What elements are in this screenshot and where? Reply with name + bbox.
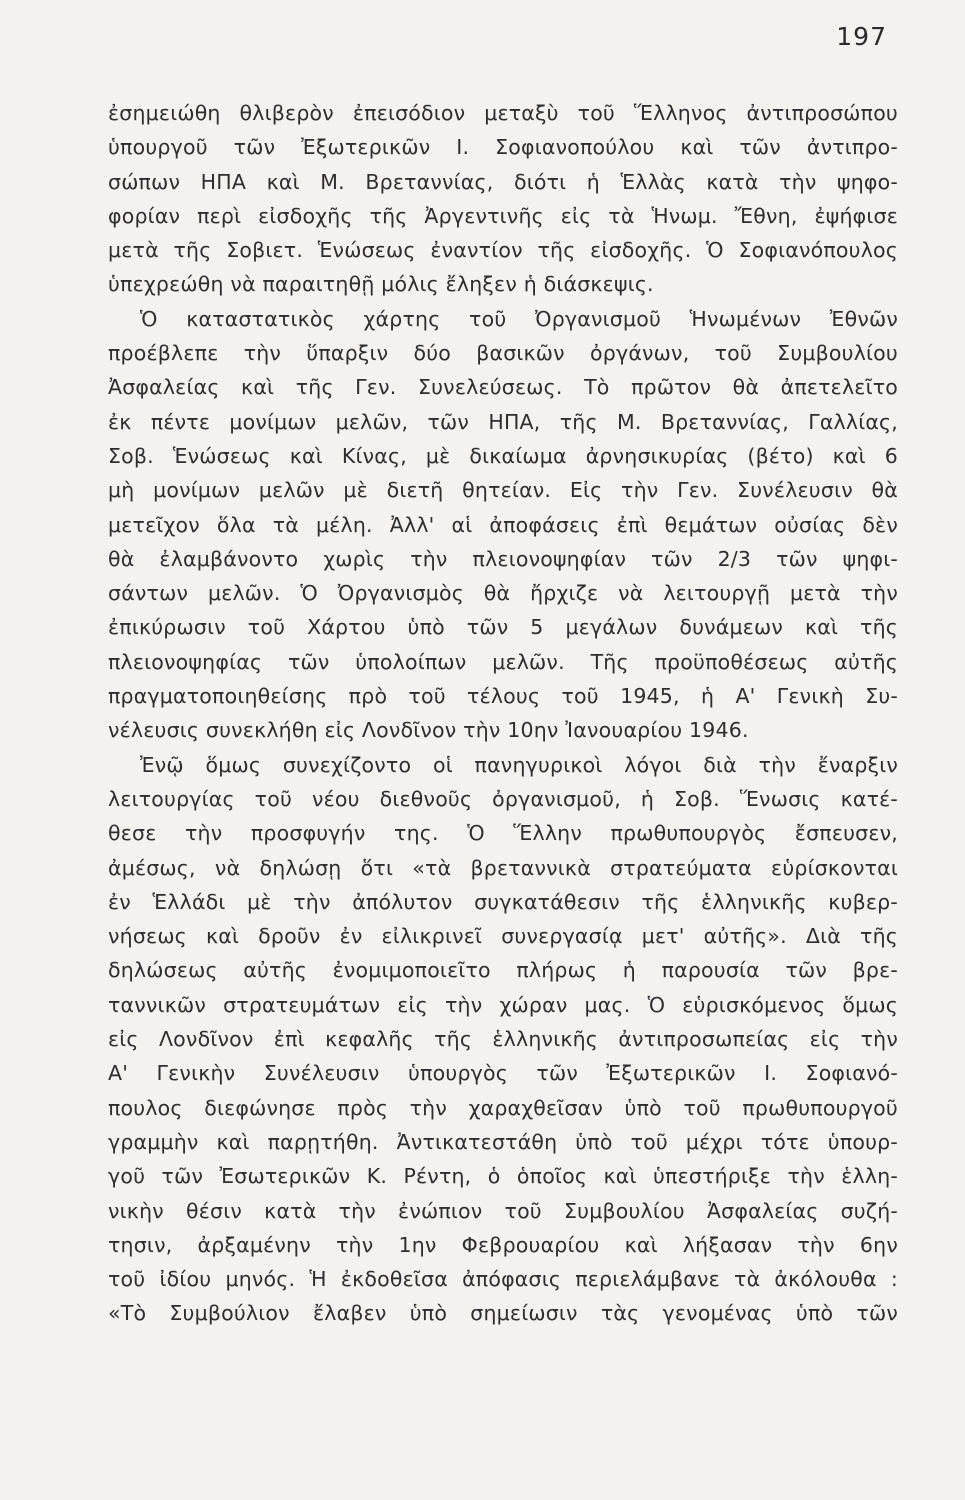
text-line: θεσε τὴν προσφυγήν της. Ὁ Ἕλλην πρωθυπουργὸς ἔσπευσεν,: [108, 821, 898, 846]
text-line: ἀμέσως, νὰ δηλώσῃ ὅτι «τὰ βρεταννικὰ στρατεύματα εὑρίσκονται: [108, 855, 898, 880]
text-line: τοῦ ἰδίου μηνός. Ἡ ἐκδοθεῖσα ἀπόφασις περιελάμβανε τὰ ἀκόλουθα :: [108, 1267, 898, 1292]
text-line: ἐκ πέντε μονίμων μελῶν, τῶν ΗΠΑ, τῆς Μ. Βρεταννίας, Γαλλίας,: [108, 409, 898, 434]
text-line: φορίαν περὶ εἰσδοχῆς τῆς Ἀργεντινῆς εἰς τὰ Ἡνωμ. Ἔθνη, ἐψήφισε: [108, 203, 898, 228]
text-line: μετεῖχον ὅλα τὰ μέλη. Ἀλλ' αἱ ἀποφάσεις ἐπὶ θεμάτων οὐσίας δὲν: [108, 512, 898, 537]
text-line: «Τὸ Συμβούλιον ἔλαβεν ὑπὸ σημείωσιν τὰς γενομένας ὑπὸ τῶν: [108, 1301, 898, 1326]
text-line: νικὴν θέσιν κατὰ τὴν ἐνώπιον τοῦ Συμβουλίου Ἀσφαλείας συζή-: [108, 1198, 898, 1223]
text-line: προέβλεπε τὴν ὕπαρξιν δύο βασικῶν ὀργάνων, τοῦ Συμβουλίου: [108, 341, 898, 366]
text-line: σάντων μελῶν. Ὁ Ὀργανισμὸς θὰ ἤρχιζε νὰ λειτουργῇ μετὰ τὴν: [108, 581, 898, 606]
text-line: ὑπεχρεώθη νὰ παραιτηθῇ μόλις ἔληξεν ἡ διάσκεψις.: [108, 272, 654, 297]
text-line: δηλώσεως αὐτῆς ἐνομιμοποιεῖτο πλήρως ἡ παρουσία τῶν βρε-: [108, 958, 898, 983]
body-text: [108, 96, 898, 1331]
text-line: ἐσημειώθη θλιβερὸν ἐπεισόδιον μεταξὺ τοῦ Ἕλληνος ἀντιπροσώπου: [108, 101, 898, 125]
text-line: τησιν, ἀρξαμένην τὴν 1ην Φεβρουαρίου καὶ λήξασαν τὴν 6ην: [108, 1232, 898, 1257]
text-line: Ἐνῷ ὅμως συνεχίζοντο οἱ πανηγυρικοὶ λόγοι διὰ τὴν ἔναρξιν: [140, 752, 898, 777]
text-line: θὰ ἐλαμβάνοντο χωρὶς τὴν πλειονοψηφίαν τῶν 2/3 τῶν ψηφι-: [108, 546, 898, 571]
text-line: γοῦ τῶν Ἐσωτερικῶν Κ. Ρέντη, ὁ ὁποῖος καὶ ὑπεστήριξε τὴν ἑλλη-: [108, 1164, 898, 1189]
page-number: 197: [836, 22, 887, 51]
text-line: Ὁ καταστατικὸς χάρτης τοῦ Ὀργανισμοῦ Ἡνωμένων Ἐθνῶν: [140, 306, 898, 331]
text-line: σώπων ΗΠΑ καὶ Μ. Βρεταννίας, διότι ἡ Ἑλλὰς κατὰ τὴν ψηφο-: [108, 169, 898, 194]
text-line: Σοβ. Ἑνώσεως καὶ Κίνας, μὲ δικαίωμα ἀρνησικυρίας (βέτο) καὶ 6: [108, 443, 898, 468]
text-line: πλειονοψηφίας τῶν ὑπολοίπων μελῶν. Τῆς προϋποθέσεως αὐτῆς: [108, 649, 898, 674]
text-line: μὴ μονίμων μελῶν μὲ διετῆ θητείαν. Εἰς τὴν Γεν. Συνέλευσιν θὰ: [108, 478, 898, 503]
text-line: πραγματοποιηθείσης πρὸ τοῦ τέλους τοῦ 1945, ἡ Α' Γενικὴ Συ-: [108, 684, 898, 709]
text-line: πουλος διεφώνησε πρὸς τὴν χαραχθεῖσαν ὑπὸ τοῦ πρωθυπουργοῦ: [108, 1095, 898, 1120]
text-line: εἰς Λονδῖνον ἐπὶ κεφαλῆς τῆς ἑλληνικῆς ἀντιπροσωπείας εἰς τὴν: [108, 1027, 898, 1052]
text-line: μετὰ τῆς Σοβιετ. Ἑνώσεως ἐναντίον τῆς εἰσδοχῆς. Ὁ Σοφιανόπουλος: [108, 238, 898, 263]
text-line: ἐπικύρωσιν τοῦ Χάρτου ὑπὸ τῶν 5 μεγάλων δυνάμεων καὶ τῆς: [108, 615, 898, 640]
text-line: λειτουργίας τοῦ νέου διεθνοῦς ὀργανισμοῦ, ἡ Σοβ. Ἕνωσις κατέ-: [108, 786, 898, 811]
text-line: γραμμὴν καὶ παρῃτήθη. Ἀντικατεστάθη ὑπὸ τοῦ μέχρι τότε ὑπουρ-: [108, 1129, 898, 1154]
text-line: νήσεως καὶ δροῦν ἐν εἰλικρινεῖ συνεργασίᾳ μετ' αὐτῆς». Διὰ τῆς: [108, 924, 898, 949]
text-line: Ἀσφαλείας καὶ τῆς Γεν. Συνελεύσεως. Τὸ πρῶτον θὰ ἀπετελεῖτο: [108, 375, 898, 400]
text-line: ἐν Ἑλλάδι μὲ τὴν ἀπόλυτον συγκατάθεσιν τῆς ἑλληνικῆς κυβερ-: [108, 889, 898, 914]
text-line: ταννικῶν στρατευμάτων εἰς τὴν χώραν μας. Ὁ εὑρισκόμενος ὅμως: [108, 992, 898, 1017]
text-line: νέλευσις συνεκλήθη εἰς Λονδῖνον τὴν 10ην Ἰανουαρίου 1946.: [108, 718, 749, 743]
text-line: Α' Γενικὴν Συνέλευσιν ὑπουργὸς τῶν Ἐξωτερικῶν Ι. Σοφιανό-: [108, 1061, 898, 1086]
text-line: ὑπουργοῦ τῶν Ἐξωτερικῶν Ι. Σοφιανοπούλου καὶ τῶν ἀντιπρο-: [108, 135, 898, 160]
